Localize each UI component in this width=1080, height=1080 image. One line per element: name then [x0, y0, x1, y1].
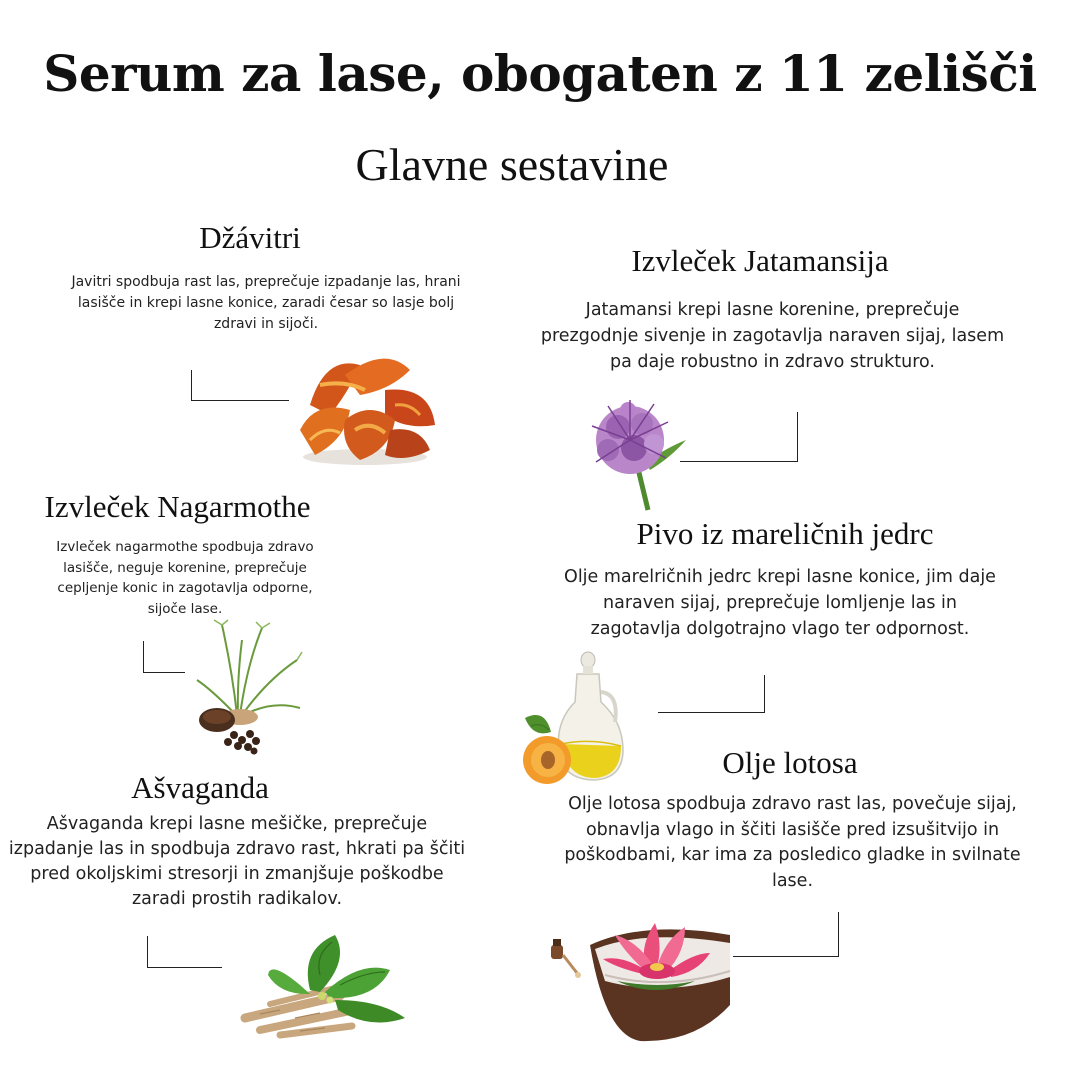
mace-spice-icon: [290, 345, 440, 470]
ingredient-title-nagarmothe: Izvleček Nagarmothe: [44, 489, 311, 524]
ingredient-title-ashwagandha: Ašvaganda: [131, 770, 269, 805]
ingredient-title-javitri: Džávitri: [199, 220, 301, 255]
ingredient-title-jatamansi: Izvleček Jatamansija: [631, 243, 889, 278]
connector-line: [658, 675, 765, 713]
ingredient-description-ashwagandha: Ašvaganda krepi lasne mešičke, preprečuje izpadanje las in spodbuja zdravo rast, hkrati pa ščiti pred okoljskimi stresorji in zmanjšuje poškodbe zaradi prostih radikalov.: [8, 814, 466, 909]
ashwagandha-root-icon: [240, 930, 410, 1040]
ingredient-description-nagarmothe: Izvleček nagarmothe spodbuja zdravo lasišče, neguje korenine, preprečuje cepljenje konic in zagotavlja odporne, sijoče lase.: [56, 539, 314, 617]
connector-line: [191, 370, 289, 401]
ingredient-description-javitri: Javitri spodbuja rast las, preprečuje izpadanje las, hrani lasišče in krepi lasne konice, zaradi česar so lasje bolj zdravi in sijoči.: [71, 274, 461, 332]
nagarmotha-plant-icon: [192, 620, 304, 755]
ingredient-description-lotus: Olje lotosa spodbuja zdravo rast las, povečuje sijaj, obnavlja vlago in ščiti lasišče pred izsušitvijo in poškodbami, kar ima za posledico gladke in svilnate lase.: [564, 794, 1021, 891]
ingredient-description-jatamansi: Jatamansi krepi lasne korenine, preprečuje prezgodnje sivenje in zagotavlja naraven sijaj, lasem pa daje robustno in zdravo strukturo.: [540, 300, 1005, 372]
ingredient-description-apricot: Olje marelričnih jedrc krepi lasne konice, jim daje naraven sijaj, preprečuje lomljenje las in zagotavlja dolgotrajno vlago ter odpornost.: [564, 567, 996, 639]
ingredient-title-apricot: Pivo iz mareličnih jedrc: [636, 516, 934, 551]
connector-line: [147, 936, 222, 968]
ingredient-title-lotus: Olje lotosa: [722, 745, 858, 780]
lotus-bowl-icon: [545, 915, 730, 1045]
connector-line: [143, 641, 185, 673]
page-title: Serum za lase, obogaten z 11 zelišči: [43, 44, 1037, 103]
page-subtitle: Glavne sestavine: [355, 139, 669, 190]
connector-line: [733, 912, 839, 957]
connector-line: [680, 412, 798, 462]
apricot-oil-icon: [515, 652, 627, 784]
jatamansi-flower-icon: [578, 392, 690, 512]
